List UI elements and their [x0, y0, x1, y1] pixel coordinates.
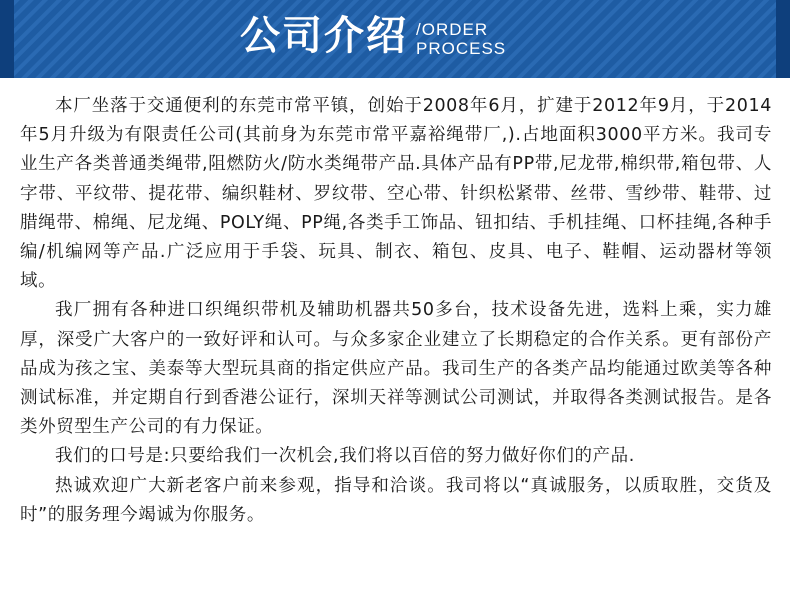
intro-paragraph-4: 热诚欢迎广大新老客户前来参观，指导和洽谈。我司将以“真诚服务，以质取胜，交货及时”的服务理今竭诚为你服务。 — [20, 475, 772, 525]
subtitle-line-2: PROCESS — [416, 39, 507, 58]
company-intro-text — [20, 92, 772, 530]
page-title: 公司介绍 — [240, 13, 408, 59]
header-title-group — [240, 10, 506, 62]
banner-right-edge — [776, 0, 790, 78]
page-subtitle — [416, 20, 506, 62]
header-banner — [0, 0, 790, 78]
intro-paragraph-3: 我们的口号是:只要给我们一次机会,我们将以百倍的努力做好你们的产品. — [55, 446, 635, 467]
intro-paragraph-1: 本厂坐落于交通便利的东莞市常平镇，创始于2008年6月，扩建于2012年9月，于2014年5月升级为有限责任公司(其前身为东莞市常平嘉裕绳带厂,).占地面积3000平方米。我司专业生产各类普通类绳带,阻燃防火/防水类绳带产品.具体产品有PP带,尼龙带,棉织带,箱包带、人字带、平纹带、提花带、编织鞋材、罗纹带、空心带、针织松紧带、丝带、雪纱带、鞋带、过腊绳带、棉绳、尼龙绳、POLY绳、PP绳,各类手工饰品、钮扣结、手机挂绳、口杯挂绳,各种手编/机编网等产品.广泛应用于手袋、玩具、制衣、箱包、皮具、电子、鞋帽、运动器材等领域。 — [20, 96, 772, 292]
banner-left-edge — [0, 0, 14, 78]
intro-paragraph-2: 我厂拥有各种进口织绳织带机及辅助机器共50多台，技术设备先进，选料上乘，实力雄厚，深受广大客户的一致好评和认可。与众多家企业建立了长期稳定的合作关系。更有部份产品成为孩之宝、美泰等大型玩具商的指定供应产品。我司生产的各类产品均能通过欧美等各种测试标准，并定期自行到香港公证行，深圳天祥等测试公司测试，并取得各类测试报告。是各类外贸型生产公司的有力保证。 — [20, 300, 772, 438]
subtitle-line-1: /ORDER — [416, 20, 489, 39]
